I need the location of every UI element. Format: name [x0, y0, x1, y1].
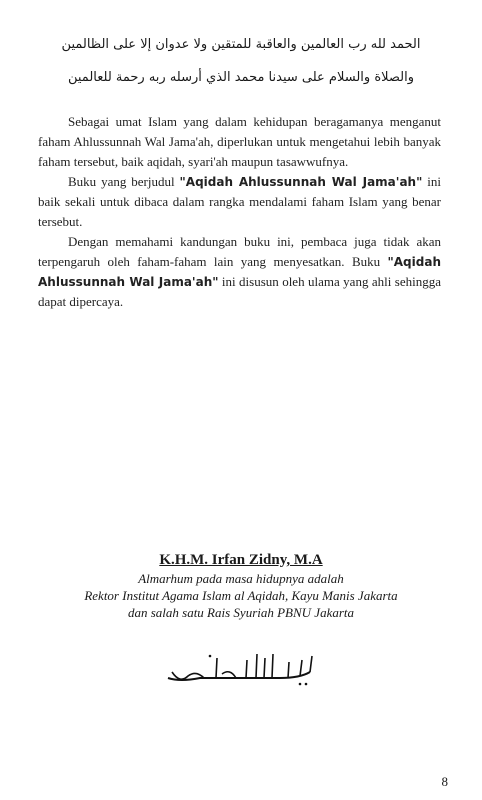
page-number: 8: [441, 774, 448, 789]
author-name: K.H.M. Irfan Zidny, M.A: [159, 552, 323, 568]
arabic-opening-line-2: والصلاة والسلام على سيدنا محمد الذي أرسله ربه رحمة للعالمين: [67, 70, 415, 85]
paragraph-3-text-end: ini disusun oleh ulama yang ahli sehingga dapat dipercaya.: [38, 274, 441, 309]
author-description-1: Almarhum pada masa hidupnya adalah: [138, 571, 344, 586]
book-title: "Aqidah Ahlussunnah Wal Jama'ah": [179, 175, 423, 189]
paragraph-1: [38, 112, 441, 172]
basmala-calligraphy-icon: [160, 648, 320, 688]
paragraph-3-text-start: Dengan memahami kandungan buku ini, pembaca juga tidak akan terpengaruh oleh faham-faham lain yang menyesatkan. Buku: [38, 234, 441, 269]
paragraph-2-text-start: Buku yang berjudul: [68, 174, 180, 189]
paragraph-1-text: Sebagai umat Islam yang dalam kehidupan beragamanya menganut faham Ahlussunnah Wal Jama'ah, diperlukan untuk mengetahui lebih banyak faham tersebut, baik aqidah, syari'ah maupun tasawwufnya.: [38, 114, 441, 169]
paragraph-3: [38, 232, 441, 312]
body-text: [38, 112, 441, 312]
author-description-3: dan salah satu Rais Syuriah PBNU Jakarta: [127, 605, 355, 620]
author-description-2: Rektor Institut Agama Islam al Aqidah, Kayu Manis Jakarta: [84, 588, 398, 603]
book-title: "Aqidah Ahlussunnah Wal Jama'ah": [38, 255, 441, 289]
paragraph-2: [38, 172, 441, 232]
paragraph-2-text-end: ini baik sekali untuk dibaca dalam rangka mendalami faham Islam yang benar tersebut.: [38, 174, 441, 229]
signature-block: [0, 550, 482, 621]
arabic-opening-line-1: الحمد لله رب العالمين والعاقبة للمتقين ولا عدوان إلا على الظالمين: [61, 37, 421, 52]
